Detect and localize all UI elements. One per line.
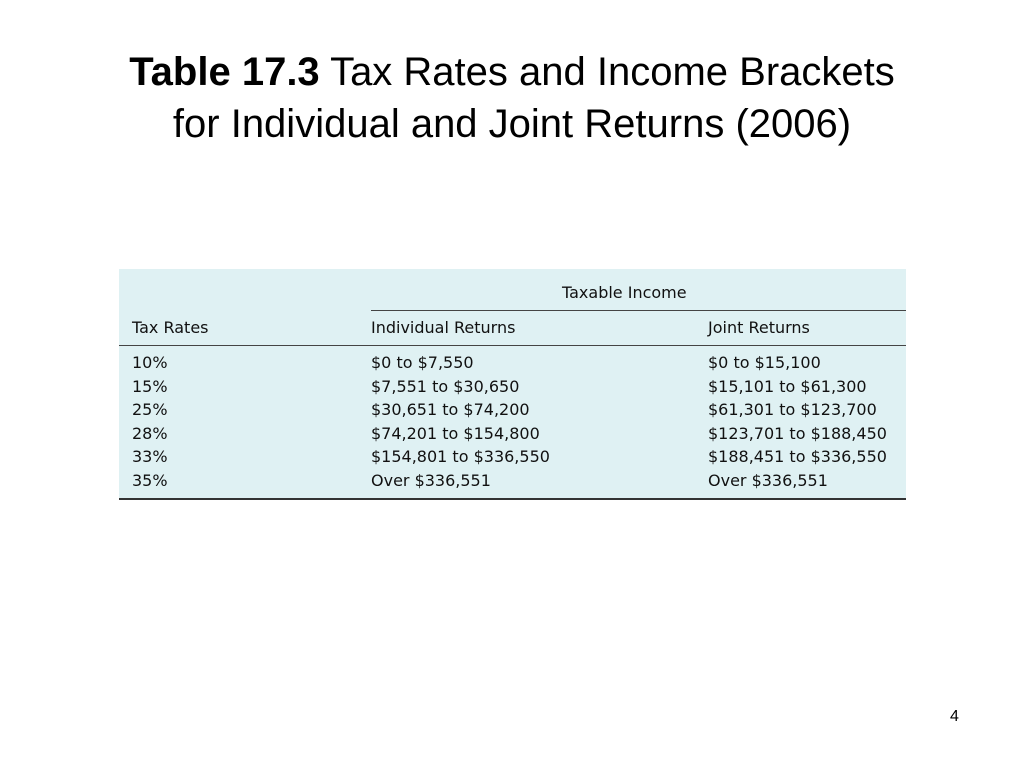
group-header-rule [371,310,906,311]
header-rule [119,345,906,346]
column-header-individual-returns: Individual Returns [371,318,516,337]
tax-rate-cell: 25% [132,400,168,419]
individual-bracket-cell: Over $336,551 [371,470,491,490]
individual-bracket-cell: $74,201 to $154,800 [371,423,540,443]
tax-rate-cell: 28% [132,423,168,443]
individual-returns-column [371,351,550,492]
taxable-income-header: Taxable Income [562,283,687,302]
page-number: 4 [950,708,959,725]
individual-bracket-cell: $154,801 to $336,550 [371,447,550,466]
title-text-line1: Tax Rates and Income Brackets [330,50,895,94]
tax-rates-table [119,269,906,500]
tax-rate-cell: 33% [132,447,168,466]
joint-bracket-cell: $188,451 to $336,550 [708,447,887,466]
tax-rate-cell: 15% [132,376,168,396]
individual-bracket-cell: $7,551 to $30,650 [371,376,520,396]
joint-returns-column [708,351,887,492]
title-text-line2: for Individual and Joint Returns (2006) [172,102,852,146]
individual-bracket-cell: $30,651 to $74,200 [371,400,530,419]
individual-bracket-cell: $0 to $7,550 [371,353,474,372]
tax-rate-cell: 10% [132,353,168,372]
joint-bracket-cell: Over $336,551 [708,470,828,490]
joint-bracket-cell: $15,101 to $61,300 [708,376,867,396]
column-header-joint-returns: Joint Returns [708,318,810,337]
joint-bracket-cell: $123,701 to $188,450 [708,423,887,443]
table-number: Table 17.3 [129,50,320,94]
tax-rates-column [132,351,168,492]
joint-bracket-cell: $61,301 to $123,700 [708,400,877,419]
tax-rate-cell: 35% [132,470,168,490]
column-header-tax-rates: Tax Rates [132,318,209,337]
joint-bracket-cell: $0 to $15,100 [708,353,821,372]
slide-title [0,46,1024,150]
